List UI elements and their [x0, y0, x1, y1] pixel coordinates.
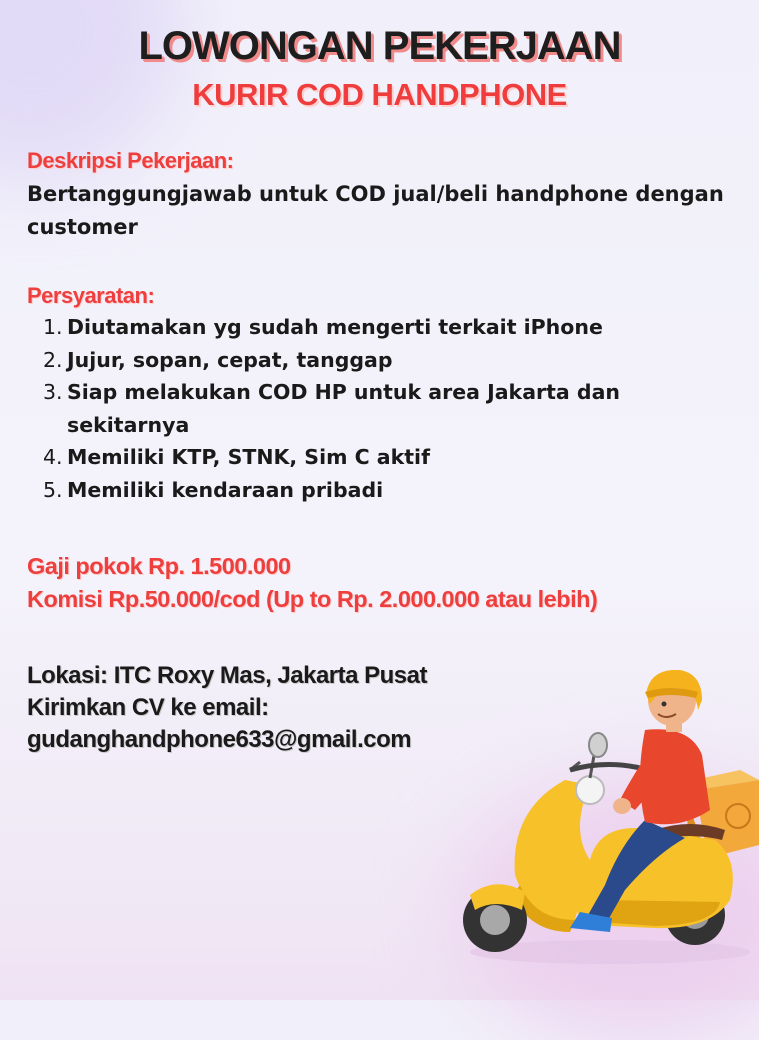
list-item-number: 1.	[43, 315, 63, 339]
list-item-number: 3.	[43, 380, 63, 404]
list-item	[43, 474, 703, 507]
page-subtitle: KURIR COD HANDPHONE	[192, 77, 567, 112]
list-item	[43, 311, 703, 344]
location: Lokasi: ITC Roxy Mas, Jakarta Pusat	[27, 662, 427, 689]
description-text: Bertanggungjawab untuk COD jual/beli handphone dengan customer	[27, 182, 724, 239]
email-address[interactable]: gudanghandphone633@gmail.com	[27, 726, 412, 753]
list-item-number: 5.	[43, 477, 63, 502]
list-item-number: 4.	[43, 445, 63, 469]
requirements-heading: Persyaratan:	[27, 283, 155, 308]
commission: Komisi Rp.50.000/cod (Up to Rp. 2.000.000 atau lebih)	[27, 586, 598, 612]
list-item	[43, 344, 703, 377]
list-item-text: Siap melakukan COD HP untuk area Jakarta dan sekitarnya	[67, 380, 621, 437]
delivery-courier-scooter-icon	[440, 670, 759, 970]
list-item-number: 2.	[43, 347, 63, 372]
list-item	[43, 441, 703, 474]
list-item-text: Diutamakan yg sudah mengerti terkait iPhone	[67, 315, 603, 339]
list-item	[43, 376, 703, 441]
page-title: LOWONGAN PEKERJAAN	[138, 24, 621, 68]
requirements-list	[43, 311, 703, 506]
list-item-text: Jujur, sopan, cepat, tanggap	[67, 347, 393, 372]
send-cv-label: Kirimkan CV ke email:	[27, 694, 269, 721]
base-salary: Gaji pokok Rp. 1.500.000	[27, 553, 291, 579]
list-item-text: Memiliki kendaraan pribadi	[67, 477, 384, 502]
list-item-text: Memiliki KTP, STNK, Sim C aktif	[67, 445, 430, 469]
description-heading: Deskripsi Pekerjaan:	[27, 148, 234, 173]
